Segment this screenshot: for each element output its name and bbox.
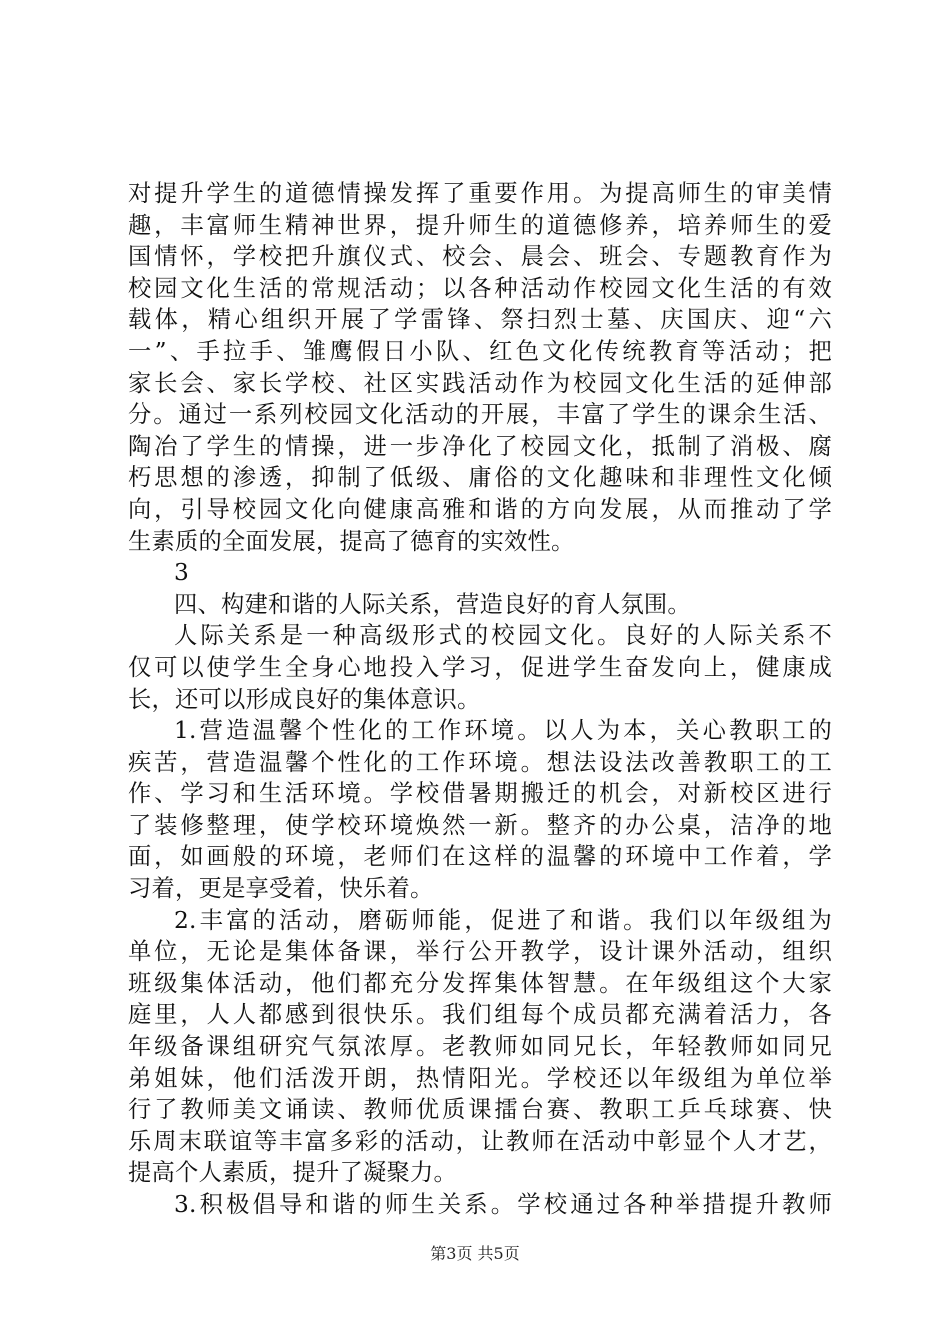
text-line: 朽思想的渗透，抑制了低级、庸俗的文化趣味和非理性文化倾 [128, 464, 832, 492]
text-line: 班级集体活动，他们都充分发挥集体智慧。在年级组这个大家 [128, 969, 832, 997]
text-line: 校园文化生活的常规活动；以各种活动作校园文化生活的有效 [128, 274, 832, 302]
text-line: 1.营造温馨个性化的工作环境。以人为本，关心教职工的 [174, 717, 832, 745]
text-line: 仅可以使学生全身心地投入学习，促进学生奋发向上，健康成 [128, 653, 832, 681]
text-line: 3 [174, 559, 190, 587]
document-body [128, 178, 832, 1221]
text-line: 趣，丰富师生精神世界，提升师生的道德修养，培养师生的爱 [128, 211, 832, 239]
text-line: 面，如画般的环境，老师们在这样的温馨的环境中工作着，学 [128, 843, 832, 871]
text-line: 提高个人素质，提升了凝聚力。 [128, 1159, 457, 1187]
text-line: 四、构建和谐的人际关系，营造良好的育人氛围。 [174, 590, 691, 618]
text-line: 行了教师美文诵读、教师优质课擂台赛、教职工乒乓球赛、快 [128, 1096, 832, 1124]
text-line: 人际关系是一种高级形式的校园文化。良好的人际关系不 [174, 622, 832, 650]
text-line: 乐周末联谊等丰富多彩的活动，让教师在活动中彰显个人才艺， [128, 1127, 832, 1155]
text-line: 作、学习和生活环境。学校借暑期搬迁的机会，对新校区进行 [128, 780, 832, 808]
text-line: 庭里，人人都感到很快乐。我们组每个成员都充满着活力，各 [128, 1001, 832, 1029]
text-line: 家长会、家长学校、社区实践活动作为校园文化生活的延伸部 [128, 369, 832, 397]
text-line: 生素质的全面发展，提高了德育的实效性。 [128, 527, 575, 555]
text-line: 陶冶了学生的情操，进一步净化了校园文化，抵制了消极、腐 [128, 432, 832, 460]
text-line: 弟姐妹，他们活泼开朗，热情阳光。学校还以年级组为单位举 [128, 1064, 832, 1092]
text-line: 分。通过一系列校园文化活动的开展，丰富了学生的课余生活、 [128, 401, 832, 429]
text-line: 向，引导校园文化向健康高雅和谐的方向发展，从而推动了学 [128, 495, 832, 523]
text-line: 3.积极倡导和谐的师生关系。学校通过各种举措提升教师 [174, 1191, 832, 1218]
text-line: 长，还可以形成良好的集体意识。 [128, 685, 481, 713]
text-line: 单位，无论是集体备课，举行公开教学，设计课外活动，组织 [128, 938, 832, 966]
text-line: 载体，精心组织开展了学雷锋、祭扫烈士墓、庆国庆、迎“六 [128, 306, 832, 334]
text-line: 一”、手拉手、雏鹰假日小队、红色文化传统教育等活动；把 [128, 337, 832, 365]
text-line: 习着，更是享受着，快乐着。 [128, 875, 434, 903]
page-number-label: 第3页 共5页 [430, 1244, 520, 1263]
page-footer [0, 1244, 950, 1264]
text-line: 国情怀，学校把升旗仪式、校会、晨会、班会、专题教育作为 [128, 243, 832, 271]
text-line: 疾苦，营造温馨个性化的工作环境。想法设法改善教职工的工 [128, 748, 832, 776]
text-line: 2.丰富的活动，磨砺师能，促进了和谐。我们以年级组为 [174, 906, 832, 934]
text-line: 了装修整理，使学校环境焕然一新。整齐的办公桌，洁净的地 [128, 811, 832, 839]
text-line: 对提升学生的道德情操发挥了重要作用。为提高师生的审美情 [128, 180, 832, 207]
text-line: 年级备课组研究气氛浓厚。老教师如同兄长，年轻教师如同兄 [128, 1033, 832, 1061]
